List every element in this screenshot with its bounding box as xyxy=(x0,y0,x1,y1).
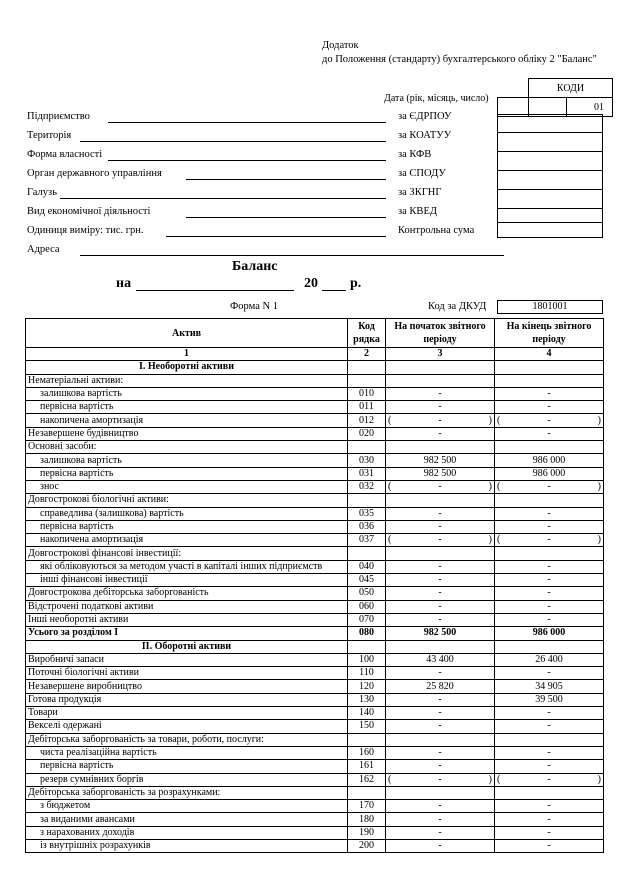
row-code: 161 xyxy=(348,760,386,773)
value-text: - xyxy=(438,481,442,493)
industry-label: Галузь xyxy=(27,187,57,198)
value-start[interactable]: - xyxy=(386,826,495,839)
value-end[interactable]: 986 000 xyxy=(495,467,604,480)
row-label: Інші необоротні активи xyxy=(26,613,348,626)
value-start[interactable] xyxy=(386,534,495,547)
value-start[interactable]: - xyxy=(386,387,495,400)
row-code xyxy=(348,494,386,507)
value-start[interactable]: - xyxy=(386,707,495,720)
section-title: I. Необоротні активи xyxy=(26,361,348,374)
kved-label: за КВЕД xyxy=(398,206,438,217)
value-end[interactable]: 34 905 xyxy=(495,680,604,693)
value-text: - xyxy=(547,481,551,493)
section-header-row xyxy=(26,640,604,653)
table-row xyxy=(26,773,604,786)
value-end[interactable]: - xyxy=(495,826,604,839)
value-end[interactable]: - xyxy=(495,520,604,533)
value-start[interactable]: - xyxy=(386,401,495,414)
title-year-prefix: 20 xyxy=(304,276,318,291)
row-code: 030 xyxy=(348,454,386,467)
value-end[interactable] xyxy=(495,480,604,493)
value-start[interactable]: - xyxy=(386,600,495,613)
value-end[interactable]: - xyxy=(495,560,604,573)
row-code xyxy=(348,733,386,746)
value-start[interactable]: 982 500 xyxy=(386,627,495,640)
row-code: 031 xyxy=(348,467,386,480)
value-end[interactable] xyxy=(495,534,604,547)
value-end[interactable]: - xyxy=(495,401,604,414)
row-label: Дебіторська заборгованість за товари, роботи, послуги: xyxy=(26,733,348,746)
ownership-label: Форма власності xyxy=(27,149,103,160)
table-row xyxy=(26,600,604,613)
table-row xyxy=(26,374,604,387)
date-day-cell[interactable]: 01 xyxy=(567,98,613,117)
table-row xyxy=(26,733,604,746)
value-start[interactable]: 982 500 xyxy=(386,454,495,467)
row-label: з бюджетом xyxy=(26,800,348,813)
title-on: на xyxy=(116,276,132,291)
row-code: 100 xyxy=(348,653,386,666)
value-text: - xyxy=(547,773,551,785)
row-code: 080 xyxy=(348,627,386,640)
spodu-label: за СПОДУ xyxy=(398,168,446,179)
empty-cell xyxy=(348,361,386,374)
kfv-label: за КФВ xyxy=(398,149,432,160)
value-end[interactable]: - xyxy=(495,760,604,773)
total-row xyxy=(26,627,604,640)
value-start[interactable]: - xyxy=(386,587,495,600)
row-label: чиста реалізаційна вартість xyxy=(26,746,348,759)
value-start[interactable] xyxy=(386,773,495,786)
row-code: 200 xyxy=(348,839,386,852)
row-code: 160 xyxy=(348,746,386,759)
document-title: Баланс xyxy=(232,259,278,274)
value-end[interactable]: - xyxy=(495,813,604,826)
row-label: Векселі одержані xyxy=(26,720,348,733)
close-paren: ) xyxy=(597,534,601,546)
value-start[interactable]: 43 400 xyxy=(386,653,495,666)
table-row xyxy=(26,507,604,520)
row-label: Виробничі запаси xyxy=(26,653,348,666)
table-row xyxy=(26,587,604,600)
value-end[interactable]: - xyxy=(495,746,604,759)
row-label: Незавершене будівництво xyxy=(26,427,348,440)
row-label: за виданими авансами xyxy=(26,813,348,826)
value-start[interactable]: - xyxy=(386,560,495,573)
dkud-label: Код за ДКУД xyxy=(428,301,487,312)
codes-table xyxy=(497,78,613,117)
value-start[interactable] xyxy=(386,786,495,799)
row-code: 180 xyxy=(348,813,386,826)
value-end[interactable]: - xyxy=(495,707,604,720)
empty-cell xyxy=(386,361,495,374)
value-start[interactable] xyxy=(386,480,495,493)
address-label: Адреса xyxy=(27,244,60,255)
value-end[interactable]: - xyxy=(495,600,604,613)
row-code xyxy=(348,786,386,799)
value-end[interactable]: - xyxy=(495,574,604,587)
column-number: 1 xyxy=(26,348,348,361)
value-end[interactable] xyxy=(495,441,604,454)
column-number: 2 xyxy=(348,348,386,361)
title-year-suffix: р. xyxy=(350,276,362,291)
row-code: 010 xyxy=(348,387,386,400)
value-start[interactable]: - xyxy=(386,693,495,706)
row-code: 012 xyxy=(348,414,386,427)
row-label: інші фінансові інвестиції xyxy=(26,574,348,587)
close-paren: ) xyxy=(597,414,601,426)
value-start[interactable]: - xyxy=(386,574,495,587)
balance-table xyxy=(25,318,604,853)
header-asset: Актив xyxy=(26,319,348,348)
open-paren: ( xyxy=(388,773,392,785)
value-end[interactable]: - xyxy=(495,427,604,440)
value-text: - xyxy=(438,534,442,546)
appendix-title: Додаток xyxy=(322,40,359,51)
close-paren: ) xyxy=(597,773,601,785)
row-label: залишкова вартість xyxy=(26,387,348,400)
open-paren: ( xyxy=(497,534,501,546)
open-paren: ( xyxy=(497,481,501,493)
table-row xyxy=(26,454,604,467)
value-start[interactable]: - xyxy=(386,520,495,533)
row-code: 020 xyxy=(348,427,386,440)
row-code: 170 xyxy=(348,800,386,813)
value-end[interactable] xyxy=(495,547,604,560)
value-end[interactable]: - xyxy=(495,667,604,680)
value-start[interactable]: - xyxy=(386,760,495,773)
row-code: 036 xyxy=(348,520,386,533)
row-label: Основні засоби: xyxy=(26,441,348,454)
value-start[interactable] xyxy=(386,374,495,387)
ownership-field[interactable] xyxy=(108,160,386,161)
value-end[interactable] xyxy=(495,773,604,786)
empty-cell xyxy=(495,361,604,374)
header-start: На початок звітного періоду xyxy=(386,319,495,348)
value-end[interactable]: - xyxy=(495,720,604,733)
value-end[interactable]: 986 000 xyxy=(495,627,604,640)
requisite-codes-box xyxy=(497,114,603,238)
table-row xyxy=(26,707,604,720)
table-row xyxy=(26,839,604,852)
close-paren: ) xyxy=(597,481,601,493)
row-code: 140 xyxy=(348,707,386,720)
appendix-reference: до Положення (стандарту) бухгалтерського обліку 2 "Баланс" xyxy=(322,54,597,65)
value-end[interactable] xyxy=(495,786,604,799)
row-code: 040 xyxy=(348,560,386,573)
table-header-row xyxy=(26,319,604,348)
column-numbers-row xyxy=(26,348,604,361)
zkgng-label: за ЗКГНГ xyxy=(398,187,442,198)
table-row xyxy=(26,401,604,414)
value-text: - xyxy=(547,414,551,426)
column-number: 3 xyxy=(386,348,495,361)
close-paren: ) xyxy=(488,481,492,493)
activity-field[interactable] xyxy=(186,217,386,218)
row-code: 037 xyxy=(348,534,386,547)
section-header-row xyxy=(26,361,604,374)
row-code: 130 xyxy=(348,693,386,706)
row-label: первісна вартість xyxy=(26,467,348,480)
table-row xyxy=(26,480,604,493)
value-end[interactable] xyxy=(495,494,604,507)
value-start[interactable]: - xyxy=(386,667,495,680)
row-label: накопичена амортизація xyxy=(26,534,348,547)
value-end[interactable] xyxy=(495,374,604,387)
row-code: 032 xyxy=(348,480,386,493)
table-row xyxy=(26,387,604,400)
row-code: 190 xyxy=(348,826,386,839)
empty-cell xyxy=(386,640,495,653)
open-paren: ( xyxy=(497,773,501,785)
row-label: резерв сумнівних боргів xyxy=(26,773,348,786)
open-paren: ( xyxy=(388,481,392,493)
dkud-code: 1801001 xyxy=(497,300,603,314)
table-row xyxy=(26,441,604,454)
table-row xyxy=(26,613,604,626)
value-end[interactable] xyxy=(495,414,604,427)
header-end: На кінець звітного періоду xyxy=(495,319,604,348)
koatuu-label: за КОАТУУ xyxy=(398,130,452,141)
value-end[interactable]: - xyxy=(495,800,604,813)
open-paren: ( xyxy=(497,414,501,426)
year-field[interactable] xyxy=(322,290,346,291)
codes-title: КОДИ xyxy=(529,79,613,98)
row-label: з нарахованих доходів xyxy=(26,826,348,839)
row-code xyxy=(348,441,386,454)
table-row xyxy=(26,574,604,587)
row-label: накопичена амортизація xyxy=(26,414,348,427)
balance-date-field[interactable] xyxy=(136,290,294,291)
row-label: первісна вартість xyxy=(26,760,348,773)
value-end[interactable]: - xyxy=(495,839,604,852)
value-end[interactable]: 986 000 xyxy=(495,454,604,467)
value-end[interactable]: - xyxy=(495,387,604,400)
row-label: Дебіторська заборгованість за розрахунками: xyxy=(26,786,348,799)
row-label: які обліковуються за методом участі в капіталі інших підприємств xyxy=(26,560,348,573)
table-row xyxy=(26,534,604,547)
row-code xyxy=(348,374,386,387)
value-start[interactable]: - xyxy=(386,839,495,852)
row-label: Нематеріальні активи: xyxy=(26,374,348,387)
value-end[interactable]: - xyxy=(495,587,604,600)
row-label: Довгострокова дебіторська заборгованість xyxy=(26,587,348,600)
authority-label: Орган державного управління xyxy=(27,168,162,179)
value-start[interactable] xyxy=(386,733,495,746)
value-start[interactable] xyxy=(386,494,495,507)
row-label: Усього за розділом I xyxy=(26,627,348,640)
value-start[interactable]: - xyxy=(386,507,495,520)
row-code: 150 xyxy=(348,720,386,733)
value-end[interactable]: 39 500 xyxy=(495,693,604,706)
unit-label: Одиниця виміру: тис. грн. xyxy=(27,225,144,236)
header-code: Код рядка xyxy=(348,319,386,348)
value-start[interactable]: 25 820 xyxy=(386,680,495,693)
row-label: із внутрішніх розрахунків xyxy=(26,839,348,852)
territory-field[interactable] xyxy=(80,141,386,142)
value-end[interactable]: 26 400 xyxy=(495,653,604,666)
close-paren: ) xyxy=(488,773,492,785)
row-code: 035 xyxy=(348,507,386,520)
row-code: 011 xyxy=(348,401,386,414)
value-start[interactable]: - xyxy=(386,720,495,733)
table-row xyxy=(26,547,604,560)
row-label: Довгострокові біологічні активи: xyxy=(26,494,348,507)
unit-field[interactable] xyxy=(166,236,386,237)
form-label: Форма N 1 xyxy=(230,301,278,312)
value-text: - xyxy=(547,534,551,546)
value-start[interactable]: - xyxy=(386,613,495,626)
row-code: 110 xyxy=(348,667,386,680)
value-start[interactable]: - xyxy=(386,813,495,826)
table-row xyxy=(26,693,604,706)
row-label: первісна вартість xyxy=(26,520,348,533)
enterprise-label: Підприємство xyxy=(27,111,90,122)
table-row xyxy=(26,427,604,440)
date-label: Дата (рік, місяць, число) xyxy=(384,93,489,104)
table-row xyxy=(26,653,604,666)
row-code xyxy=(348,547,386,560)
row-code: 060 xyxy=(348,600,386,613)
edrpou-label: за ЄДРПОУ xyxy=(398,111,452,122)
row-label: первісна вартість xyxy=(26,401,348,414)
activity-label: Вид економічної діяльності xyxy=(27,206,151,217)
row-code: 050 xyxy=(348,587,386,600)
value-end[interactable] xyxy=(495,733,604,746)
row-label: залишкова вартість xyxy=(26,454,348,467)
empty-cell xyxy=(495,640,604,653)
address-field[interactable] xyxy=(80,255,504,256)
value-start[interactable] xyxy=(386,547,495,560)
section-title: II. Оборотні активи xyxy=(26,640,348,653)
close-paren: ) xyxy=(488,414,492,426)
value-text: - xyxy=(438,773,442,785)
authority-field[interactable] xyxy=(186,179,386,180)
row-label: Довгострокові фінансові інвестиції: xyxy=(26,547,348,560)
table-row xyxy=(26,813,604,826)
row-label: Готова продукція xyxy=(26,693,348,706)
row-code: 162 xyxy=(348,773,386,786)
row-code: 045 xyxy=(348,574,386,587)
value-start[interactable] xyxy=(386,441,495,454)
value-start[interactable]: 982 500 xyxy=(386,467,495,480)
row-code: 070 xyxy=(348,613,386,626)
territory-label: Територія xyxy=(27,130,72,141)
table-row xyxy=(26,520,604,533)
table-row xyxy=(26,746,604,759)
table-row xyxy=(26,680,604,693)
value-end[interactable]: - xyxy=(495,613,604,626)
row-label: справедлива (залишкова) вартість xyxy=(26,507,348,520)
table-row xyxy=(26,786,604,799)
table-row xyxy=(26,720,604,733)
value-text: - xyxy=(438,414,442,426)
open-paren: ( xyxy=(388,534,392,546)
open-paren: ( xyxy=(388,414,392,426)
column-number: 4 xyxy=(495,348,604,361)
row-label: Поточні біологічні активи xyxy=(26,667,348,680)
table-row xyxy=(26,760,604,773)
value-start[interactable] xyxy=(386,414,495,427)
table-row xyxy=(26,667,604,680)
row-label: Товари xyxy=(26,707,348,720)
enterprise-field[interactable] xyxy=(108,122,386,123)
empty-cell xyxy=(348,640,386,653)
row-code: 120 xyxy=(348,680,386,693)
value-end[interactable]: - xyxy=(495,507,604,520)
row-label: Відстрочені податкові активи xyxy=(26,600,348,613)
value-start[interactable]: - xyxy=(386,427,495,440)
value-start[interactable]: - xyxy=(386,800,495,813)
industry-field[interactable] xyxy=(60,198,386,199)
table-row xyxy=(26,826,604,839)
checksum-label: Контрольна сума xyxy=(398,225,475,236)
table-row xyxy=(26,414,604,427)
close-paren: ) xyxy=(488,534,492,546)
table-row xyxy=(26,494,604,507)
row-label: знос xyxy=(26,480,348,493)
table-row xyxy=(26,560,604,573)
row-label: Незавершене виробництво xyxy=(26,680,348,693)
table-row xyxy=(26,800,604,813)
table-row xyxy=(26,467,604,480)
value-start[interactable]: - xyxy=(386,746,495,759)
